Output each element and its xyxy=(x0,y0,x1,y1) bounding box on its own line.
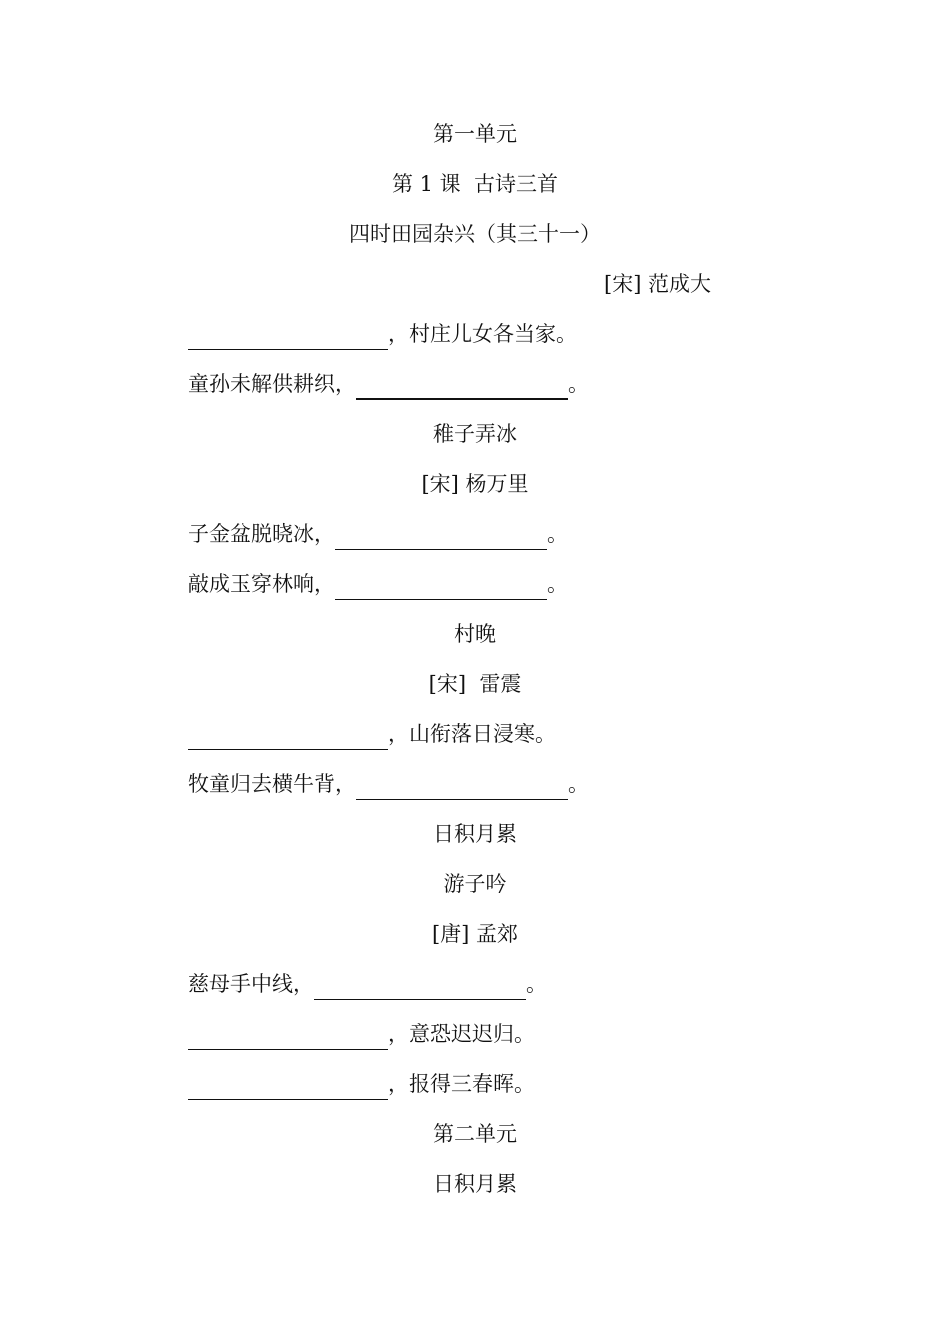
fill-blank[interactable] xyxy=(356,376,568,400)
fill-blank[interactable] xyxy=(314,977,526,1000)
section-heading: 日积月累 xyxy=(433,1172,517,1196)
poem-1-title: 四时田园杂兴（其三十一） xyxy=(349,222,601,246)
lesson-1-title: 第 1 课 古诗三首 xyxy=(391,172,559,196)
poem-4-author: [唐] 孟郊 xyxy=(431,922,519,946)
poem-2-author: [宋] 杨万里 xyxy=(421,472,529,496)
poem-4-line-3: ，报得三春晖。 xyxy=(188,1068,888,1100)
poem-3-line-2: 牧童归去横牛背， 。 xyxy=(188,768,888,800)
poem-2-line-1: 子金盆脱晓冰， 。 xyxy=(188,518,888,550)
poem-2-title: 稚子弄冰 xyxy=(433,422,517,446)
unit-2-title: 第二单元 xyxy=(433,1122,517,1146)
poem-4-title: 游子吟 xyxy=(443,872,507,896)
fill-blank[interactable] xyxy=(335,527,547,550)
poem-3-author: [宋] 雷震 xyxy=(428,672,522,696)
fill-blank[interactable] xyxy=(356,777,568,800)
poem-1-line-2: 童孙未解供耕织， 。 xyxy=(188,368,888,400)
poem-4-line-1: 慈母手中线， 。 xyxy=(188,968,888,1000)
fill-blank[interactable] xyxy=(335,577,547,600)
unit-1-title: 第一单元 xyxy=(433,122,517,146)
poem-1-author: [宋] 范成大 xyxy=(604,272,712,296)
poem-3-line-1: ，山衔落日浸寒。 xyxy=(188,718,888,750)
fill-blank[interactable] xyxy=(188,327,388,350)
section-heading: 日积月累 xyxy=(433,822,517,846)
fill-blank[interactable] xyxy=(188,1027,388,1050)
poem-1-line-1: ，村庄儿女各当家。 xyxy=(188,318,888,350)
fill-blank[interactable] xyxy=(188,1077,388,1100)
fill-blank[interactable] xyxy=(188,727,388,750)
poem-4-line-2: ，意恐迟迟归。 xyxy=(188,1018,888,1050)
poem-2-line-2: 敲成玉穿林响， 。 xyxy=(188,568,888,600)
poem-3-title: 村晚 xyxy=(454,622,496,646)
